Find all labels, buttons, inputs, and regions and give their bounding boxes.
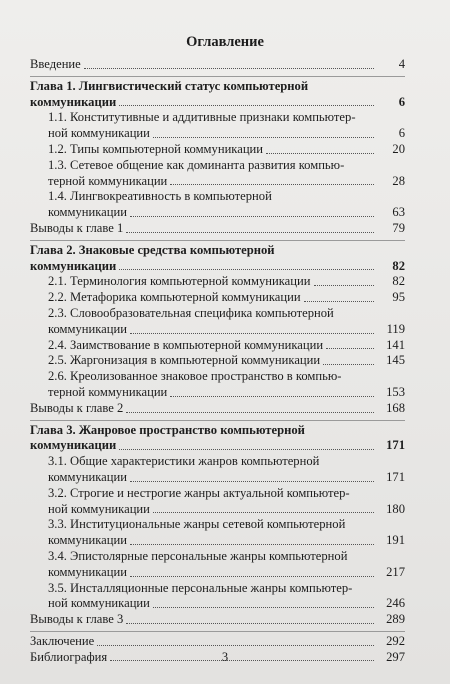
toc-entry bbox=[30, 612, 405, 628]
toc-entry-text: 3.2. Строгие и нестрогие жанры актуальной компьютер- bbox=[48, 485, 350, 500]
dot-leader bbox=[130, 544, 374, 545]
toc-entry-line bbox=[48, 596, 405, 612]
toc-page-number: 217 bbox=[386, 564, 405, 579]
toc-entry-line bbox=[48, 533, 405, 549]
toc-entry-line bbox=[48, 470, 405, 486]
toc-page-number: 79 bbox=[392, 220, 405, 235]
toc-entry bbox=[30, 57, 405, 73]
toc-entry-line bbox=[30, 401, 405, 417]
toc-entry-text: коммуникации bbox=[48, 564, 127, 579]
toc-page-number: 180 bbox=[386, 501, 405, 516]
toc-page-number: 28 bbox=[392, 173, 405, 188]
toc-entry-text: коммуникации bbox=[30, 94, 117, 109]
toc-page-number: 82 bbox=[392, 274, 405, 289]
toc-subsection-entry bbox=[30, 274, 405, 290]
toc-entry-text: 1.3. Сетевое общение как доминанта развития компью- bbox=[48, 157, 345, 172]
toc-entry-line bbox=[48, 322, 405, 338]
toc-entry bbox=[30, 401, 405, 417]
page-title: Оглавление bbox=[186, 34, 264, 50]
toc-chapter-entry bbox=[30, 76, 405, 111]
dot-leader bbox=[170, 396, 374, 397]
toc-entry-text: Выводы к главе 3 bbox=[30, 612, 124, 627]
toc-page-number: 191 bbox=[386, 533, 405, 548]
toc-entry-line bbox=[48, 502, 405, 518]
toc-entry-text: Выводы к главе 2 bbox=[30, 400, 124, 415]
toc-entry-text: коммуникации bbox=[30, 258, 117, 273]
toc-entry-text: Глава 3. Жанровое пространство компьютерной bbox=[30, 422, 305, 437]
toc-entry-text: коммуникации bbox=[48, 533, 127, 548]
toc-entry-line bbox=[48, 565, 405, 581]
toc-entry-line bbox=[48, 338, 405, 354]
toc-entry-text: коммуникации bbox=[48, 469, 127, 484]
toc-entry-text: ной коммуникации bbox=[48, 126, 150, 141]
toc-page-number: 63 bbox=[392, 205, 405, 220]
toc-page-number: 141 bbox=[386, 337, 405, 352]
toc-entry-text: 3.4. Эпистолярные персональные жанры компьютерной bbox=[48, 548, 348, 563]
toc-entry-text: 2.1. Терминология компьютерной коммуникации bbox=[48, 274, 311, 289]
toc-entry-line bbox=[30, 57, 405, 73]
toc-page-number: 289 bbox=[386, 612, 405, 627]
toc-subsection-entry bbox=[30, 338, 405, 354]
toc-page-number: 297 bbox=[386, 649, 405, 664]
toc-entry-line bbox=[30, 95, 405, 111]
toc-page-number: 82 bbox=[392, 258, 405, 273]
toc-page-number: 171 bbox=[386, 469, 405, 484]
dot-leader bbox=[314, 285, 375, 286]
toc-entry-line bbox=[48, 126, 405, 142]
toc-entry-text: Введение bbox=[30, 57, 81, 71]
toc-page-number: 168 bbox=[386, 400, 405, 415]
toc-entry-line bbox=[30, 634, 405, 650]
dot-leader bbox=[119, 449, 374, 450]
toc-page-number: 171 bbox=[386, 438, 405, 453]
toc-page-number: 153 bbox=[386, 384, 405, 399]
toc-entry-text: 1.4. Лингвокреативность в компьютерной bbox=[48, 189, 272, 204]
dot-leader bbox=[119, 269, 374, 270]
dot-leader bbox=[130, 481, 374, 482]
dot-leader bbox=[84, 68, 374, 69]
toc-entry-line bbox=[48, 290, 405, 306]
dot-leader bbox=[119, 105, 374, 106]
dot-leader bbox=[126, 412, 374, 413]
toc-entry-text: 2.6. Креолизованное знаковое пространство в компью- bbox=[48, 369, 342, 384]
toc-page-number: 20 bbox=[392, 141, 405, 156]
toc-entry-text: 3.1. Общие характеристики жанров компьютерной bbox=[48, 454, 320, 469]
toc-entry-line bbox=[48, 205, 405, 221]
toc-subsection-entry bbox=[30, 158, 405, 190]
toc-page-number: 246 bbox=[386, 596, 405, 611]
toc-entry-line bbox=[30, 438, 405, 454]
toc-entry-line bbox=[30, 612, 405, 628]
dot-leader bbox=[126, 623, 374, 624]
toc-entry-text: 2.3. Словообразовательная специфика компьютерной bbox=[48, 305, 334, 320]
toc-entry-text: Глава 1. Лингвистический статус компьютерной bbox=[30, 78, 309, 93]
toc-entry bbox=[30, 221, 405, 237]
page-number: 3 bbox=[221, 650, 229, 664]
toc-entry-text: 1.1. Конститутивные и аддитивные признаки компьютер- bbox=[48, 110, 356, 125]
dot-leader bbox=[153, 137, 374, 138]
toc-page-number: 95 bbox=[392, 290, 405, 305]
toc-entry bbox=[30, 631, 405, 650]
dot-leader bbox=[130, 333, 374, 334]
toc-entry-line bbox=[48, 353, 405, 369]
toc-page-number: 6 bbox=[398, 94, 405, 109]
toc-entry-text: 2.5. Жаргонизация в компьютерной коммуникации bbox=[48, 353, 321, 368]
toc-entry-text: Глава 2. Знаковые средства компьютерной bbox=[30, 242, 275, 257]
toc-entry-text: коммуникации bbox=[48, 321, 127, 336]
toc-entry-text: Выводы к главе 1 bbox=[30, 220, 124, 235]
toc-page-number: 119 bbox=[386, 321, 405, 336]
dot-leader bbox=[304, 301, 374, 302]
toc-subsection-entry bbox=[30, 110, 405, 142]
dot-leader bbox=[97, 645, 374, 646]
toc-page-number: 145 bbox=[386, 353, 405, 368]
table-of-contents bbox=[30, 57, 405, 665]
toc-subsection-entry bbox=[30, 290, 405, 306]
toc-subsection-entry bbox=[30, 142, 405, 158]
toc-chapter-entry bbox=[30, 420, 405, 455]
toc-subsection-entry bbox=[30, 486, 405, 518]
dot-leader bbox=[266, 153, 374, 154]
toc-page-number: 4 bbox=[398, 57, 405, 71]
toc-entry-line bbox=[48, 142, 405, 158]
dot-leader bbox=[170, 184, 374, 185]
toc-entry-line bbox=[48, 274, 405, 290]
toc-entry-line bbox=[48, 174, 405, 190]
toc-page-number: 292 bbox=[386, 633, 405, 648]
dot-leader bbox=[130, 216, 374, 217]
toc-entry-line bbox=[30, 221, 405, 237]
toc-entry-text: ной коммуникации bbox=[48, 501, 150, 516]
toc-entry-text: 2.4. Заимствование в компьютерной коммуникации bbox=[48, 337, 324, 352]
dot-leader bbox=[126, 232, 374, 233]
toc-entry-text: 2.2. Метафорика компьютерной коммуникации bbox=[48, 290, 301, 305]
toc-chapter-entry bbox=[30, 240, 405, 275]
toc-subsection-entry bbox=[30, 306, 405, 338]
toc-subsection-entry bbox=[30, 581, 405, 613]
toc-subsection-entry bbox=[30, 353, 405, 369]
dot-leader bbox=[153, 607, 374, 608]
dot-leader bbox=[153, 512, 374, 513]
toc-entry-text: коммуникации bbox=[30, 438, 117, 453]
toc-entry-text: 3.5. Инсталляционные персональные жанры компьютер- bbox=[48, 580, 353, 595]
toc-entry-text: 3.3. Институциональные жанры сетевой компьютерной bbox=[48, 517, 346, 532]
toc-subsection-entry bbox=[30, 369, 405, 401]
dot-leader bbox=[130, 576, 374, 577]
toc-entry-line bbox=[48, 385, 405, 401]
toc-entry-text: Заключение bbox=[30, 633, 95, 648]
dot-leader bbox=[323, 364, 374, 365]
dot-leader bbox=[326, 348, 374, 349]
toc-page-number: 6 bbox=[398, 126, 405, 141]
toc-entry-text: 1.2. Типы компьютерной коммуникации bbox=[48, 141, 264, 156]
toc-subsection-entry bbox=[30, 454, 405, 486]
toc-subsection-entry bbox=[30, 517, 405, 549]
toc-subsection-entry bbox=[30, 549, 405, 581]
toc-subsection-entry bbox=[30, 189, 405, 221]
toc-entry-text: терной коммуникации bbox=[48, 173, 168, 188]
toc-entry-line bbox=[30, 259, 405, 275]
toc-entry-text: ной коммуникации bbox=[48, 596, 150, 611]
toc-entry-text: терной коммуникации bbox=[48, 384, 168, 399]
toc-entry-text: коммуникации bbox=[48, 205, 127, 220]
toc-entry-text: Библиография bbox=[30, 649, 108, 664]
